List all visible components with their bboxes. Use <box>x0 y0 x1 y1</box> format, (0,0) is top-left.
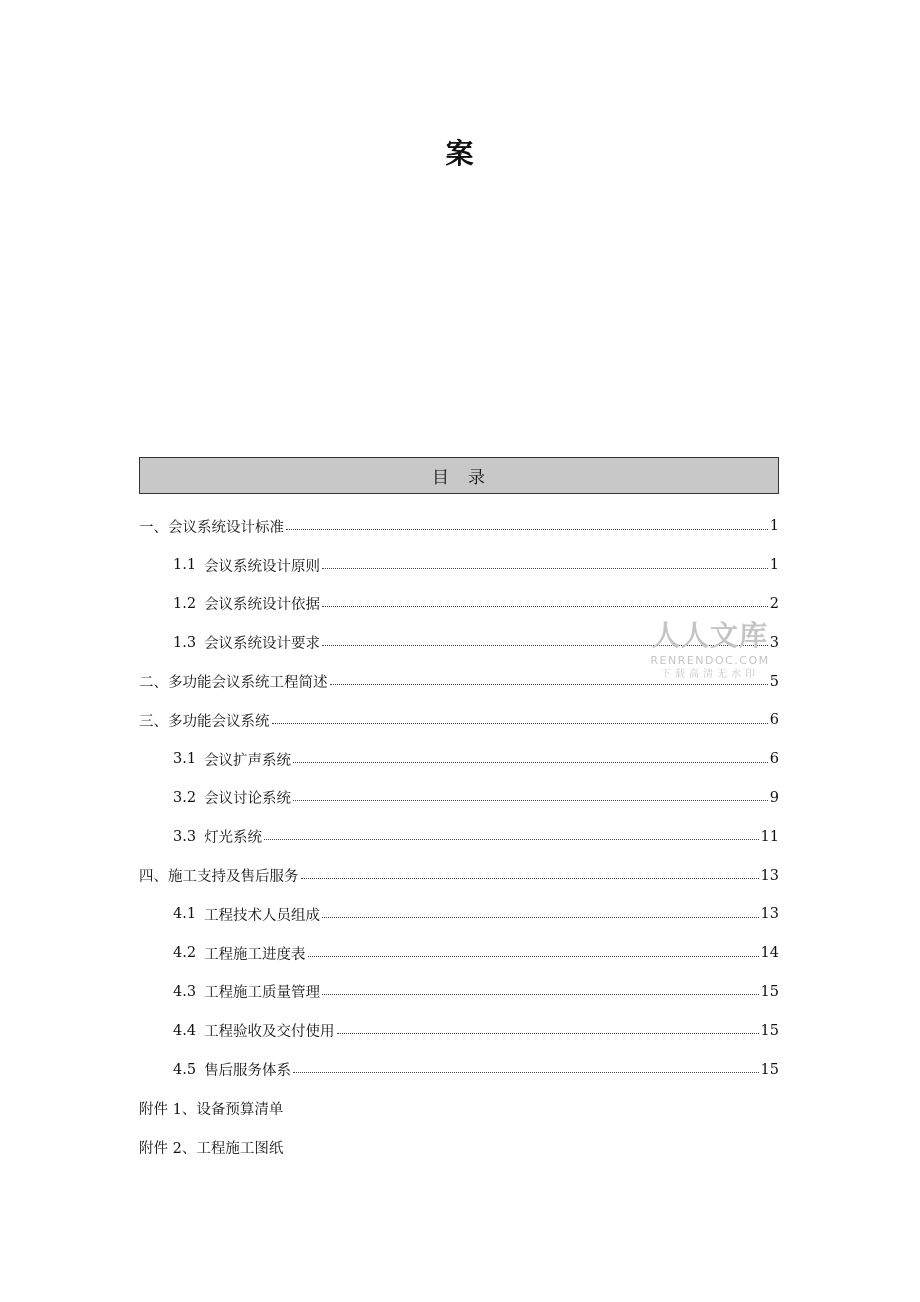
toc-entry-label: 会议系统设计原则 <box>204 558 321 575</box>
watermark-brand: 人人文库 <box>651 619 768 652</box>
toc-entry-label: 一、会议系统设计标准 <box>139 519 284 536</box>
toc-entry-number: 4.5 <box>173 1061 197 1078</box>
toc-entry-page: 2 <box>769 595 779 612</box>
toc-entry-number: 4.2 <box>173 945 197 962</box>
toc-entry-label: 会议讨论系统 <box>204 791 292 808</box>
toc-entry-number: 3.1 <box>173 751 197 768</box>
toc-entry-page: 15 <box>760 1022 779 1039</box>
toc-leader-dots <box>337 1033 759 1034</box>
toc-entry-number: 3.3 <box>173 828 197 845</box>
toc-entry-number: 4.1 <box>173 906 197 923</box>
toc-entry-label: 四、施工支持及售后服务 <box>139 869 299 886</box>
toc-entry[interactable] <box>139 1050 779 1089</box>
toc-entry-number: 3.2 <box>173 789 197 806</box>
toc-entry-label: 售后服务体系 <box>204 1063 292 1080</box>
toc-entry-appendix[interactable] <box>139 1089 779 1128</box>
toc-entry-page: 13 <box>760 867 779 884</box>
toc-entry-page: 11 <box>760 828 779 845</box>
toc-entry-appendix[interactable] <box>139 1128 779 1167</box>
toc-entry-label: 附件 1、设备预算清单 <box>139 1101 284 1118</box>
watermark <box>644 618 776 682</box>
toc-entry-label: 会议扩声系统 <box>204 752 292 769</box>
toc-entry[interactable] <box>139 1011 779 1050</box>
toc-entry-number: 1.2 <box>173 595 197 612</box>
toc-entry-number: 4.4 <box>173 1022 197 1039</box>
toc-entry-label: 二、多功能会议系统工程简述 <box>139 675 328 692</box>
toc-entry-page: 1 <box>769 557 779 574</box>
toc-entry-label: 附件 2、工程施工图纸 <box>139 1140 284 1157</box>
toc-entry[interactable] <box>139 701 779 740</box>
toc-entry-page: 15 <box>760 983 779 1000</box>
toc-entry[interactable] <box>139 895 779 934</box>
toc-entry-label: 工程施工进度表 <box>204 946 306 963</box>
watermark-tagline: 下载高清无水印 <box>661 669 759 680</box>
toc-entry-label: 工程施工质量管理 <box>204 985 321 1002</box>
toc-entry-page: 1 <box>769 518 779 535</box>
toc-leader-dots <box>264 839 758 840</box>
toc-entry[interactable] <box>139 779 779 818</box>
toc-leader-dots <box>286 529 768 530</box>
toc-entry-page: 15 <box>760 1061 779 1078</box>
toc-entry-page: 3 <box>769 634 779 651</box>
toc-leader-dots <box>301 878 759 879</box>
toc-list <box>139 507 779 1167</box>
toc-leader-dots <box>322 606 768 607</box>
toc-entry-page: 6 <box>769 751 779 768</box>
toc-entry[interactable] <box>139 740 779 779</box>
toc-leader-dots <box>322 917 758 918</box>
toc-entry-page: 5 <box>769 673 779 690</box>
toc-entry-number: 1.1 <box>173 557 197 574</box>
toc-entry-number: 1.3 <box>173 634 197 651</box>
toc-entry-page: 14 <box>760 945 779 962</box>
page-title: 案 <box>445 137 475 170</box>
toc-leader-dots <box>308 956 759 957</box>
toc-leader-dots <box>322 994 758 995</box>
toc-leader-dots <box>293 762 768 763</box>
toc-entry-page: 6 <box>769 712 779 729</box>
toc-heading: 目 录 <box>139 457 779 494</box>
toc-entry[interactable] <box>139 973 779 1012</box>
toc-entry-number: 4.3 <box>173 983 197 1000</box>
toc-entry-page: 9 <box>769 789 779 806</box>
toc-leader-dots <box>293 1072 758 1073</box>
toc-entry-page: 13 <box>760 906 779 923</box>
toc-entry[interactable] <box>139 546 779 585</box>
toc-entry[interactable] <box>139 934 779 973</box>
toc-leader-dots <box>272 723 768 724</box>
watermark-url: RENRENDOC.COM <box>650 654 770 667</box>
toc-entry[interactable] <box>139 507 779 546</box>
toc-entry-label: 灯光系统 <box>204 830 263 847</box>
toc-leader-dots <box>293 800 768 801</box>
toc-entry-label: 会议系统设计要求 <box>204 636 321 653</box>
toc-entry[interactable] <box>139 856 779 895</box>
toc-leader-dots <box>322 568 768 569</box>
toc-entry[interactable] <box>139 817 779 856</box>
toc-entry-label: 工程验收及交付使用 <box>204 1024 335 1041</box>
toc-entry-label: 三、多功能会议系统 <box>139 713 270 730</box>
toc-entry-label: 会议系统设计依据 <box>204 597 321 614</box>
toc-entry-label: 工程技术人员组成 <box>204 907 321 924</box>
toc-leader-dots <box>330 684 768 685</box>
